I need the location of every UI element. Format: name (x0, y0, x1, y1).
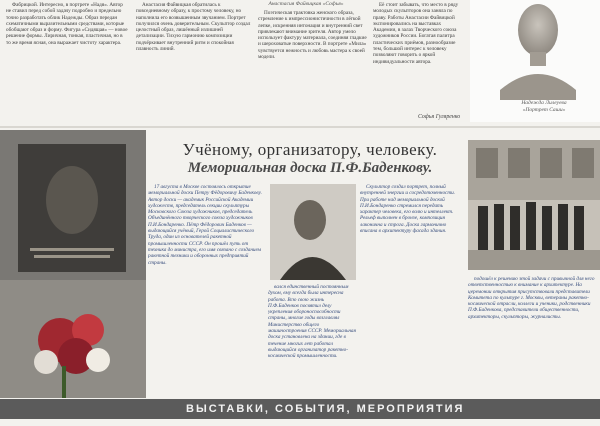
top-column-1 (6, 2, 128, 122)
article-column-a (148, 184, 266, 396)
portrait-man-image (270, 184, 356, 280)
bust-photo-caption-1: Надежда Лилеуева (521, 100, 567, 106)
sofia-photo-caption: Анастасия Файвицкая «Софья» (268, 1, 344, 7)
section-banner: ВЫСТАВКИ, СОБЫТИЯ, МЕРОПРИЯТИЯ (0, 399, 600, 419)
bust-photo-caption-2: «Портрет Саши» (522, 107, 566, 113)
article-column-a-text: 17 августа в Москве состоялось открытие мемориальной доски Петру Фёдоровичу Баденкову. Автор доски — академик Российской Академии художеств, председатель секции скульптуры Московского Союза художников, председатель Объединённого творческого союза художников П.И.Бондаренко. Пётр Фёдорович Баденков — выдающийся учёный, Герой Социалистического Труда, один из основателей ракетной промышленности СССР. Он прошёл путь от техника до министра, его имя связано с созданием ракетной техники и оборонных предприятий страны. (148, 184, 262, 266)
section-divider (0, 126, 600, 128)
article-column-c (360, 184, 464, 396)
top-column-3-text: Поэтическая трактовка женского образа, стремление к импрессионистичности в лёгкой лепке, искренняя интонация и внутренний свет привлекают внимание зрителя. Автор умело использует фактуру материала, соединяя гладкие и шероховатые поверхности. В портрете «Мила» чувствуется нежность и любовь мастера к своей модели. (258, 10, 367, 61)
top-column-4 (373, 2, 465, 112)
memorial-plaque-image (0, 130, 146, 398)
top-column-2 (136, 2, 252, 122)
portrait-photo (270, 184, 356, 280)
ceremony-photo (468, 140, 600, 270)
top-column-2-text: Анастасия Файвицкая обратилась к повседневному образу, к простому человеку, но наполнила его возвышенным звучанием. Портрет получился очень доверительным. Скульптор создал целостный образ, лишённый излишней детализации. Тихую гармонию композиции подчёркивает внутренний ритм и спокойная плавность линий. (136, 2, 251, 53)
article-subheading: Мемориальная доска П.Ф.Баденкову. (187, 160, 433, 176)
article-column-b (268, 284, 356, 396)
top-column-3 (258, 10, 368, 122)
top-column-4-text: Её стоит забывать, что место в ряду молодых скульпторов она заняла по праву. Работы Анастасии Файвицкой экспонировались на выставках Академии, в залах Творческого союза художников России. Богатая палитра пластических приёмов, разнообразие тем, большой интерес к человеку позволяют говорить о яркой индивидуальности автора. (373, 2, 459, 65)
top-column-1-text: Фабрицкой. Интересно, в портрете «Надя». Автор не ставил перед собой задачу подробно и предельно точно разработать облик Надежды. Образ передан схематичными выразительными средствами, которые обобщают образ и форму. Фигура «Сидящая» — новое решение формы. Лиричная, тонкая, пластичная, но в то же время ясная, она выражает чистоту характера. (6, 2, 128, 46)
article-column-c-text: Скульптор создал портрет, полный внутренней энергии и сосредоточенности. При работе над мемориальной доской П.И.Бондаренко стремился передать характер человека, его волю и интеллект. Рельеф выполнен в бронзе, композиция лаконична и строга. Доска гармонично вписана в архитектуру фасада здания. (360, 184, 455, 235)
article-column-d (468, 276, 596, 396)
article-column-b-text: вался единственный постоянным духом, ему всегда была интересна работа. Всю свою жизнь П.Ф.Баденков посвятил делу укрепления обороноспособности страны, многие годы возглавлял Министерство общего машиностроения СССР. Мемориальная доска установлена на здании, где в течение многих лет работал выдающийся организатор ракетно-космической промышленности. (268, 284, 356, 360)
author-signature: Софья Гуляренко (418, 114, 461, 120)
ceremony-group-image (468, 140, 600, 270)
article-column-d-text: подошёл к решению этой задачи с привычной для него ответственностью к внимание к архитектуре. На церемонии открытия присутствовали представители Комитета по культуре г. Москвы, ветераны ракетно-космической отрасли, коллеги и ученики, родственники П.Ф.Баденкова, представители общественности, архитекторы, скульпторы, журналисты. (468, 276, 595, 320)
memorial-plaque-photo (0, 130, 146, 398)
article-heading: Учёному, организатору, человеку. (182, 140, 438, 159)
